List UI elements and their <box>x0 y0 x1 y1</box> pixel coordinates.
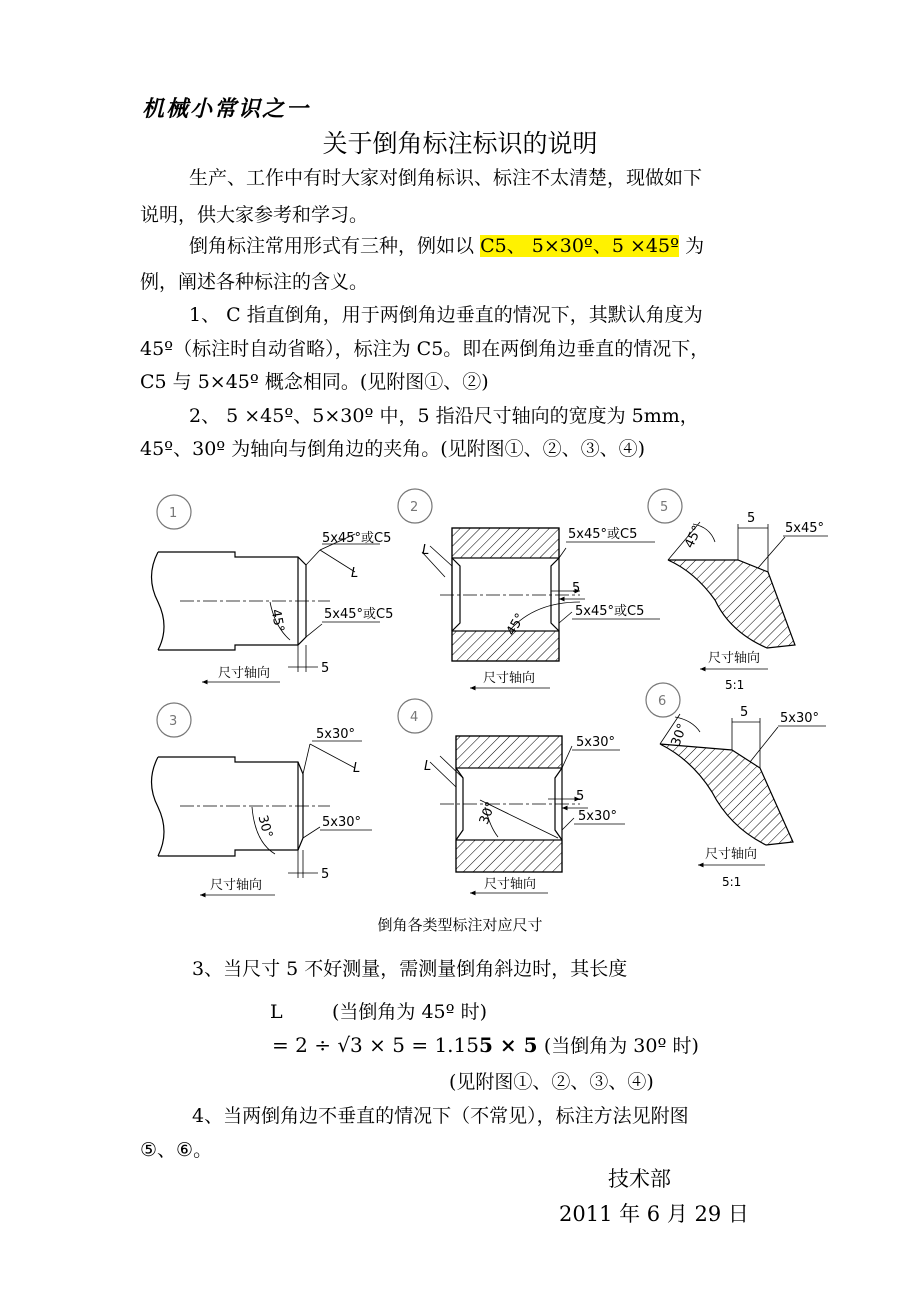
figure-3-dim-5: 5 <box>321 867 330 882</box>
signature-dept: 技术部 <box>608 1167 671 1191</box>
figure-3-number: 3 <box>169 714 178 729</box>
item3-formula <box>272 1028 699 1065</box>
forms-line-2: 例，阐述各种标注的含义。 <box>140 271 369 293</box>
item2-line-2: 45º、30º 为轴向与倒角边的夹角。(见附图①、②、③、④) <box>140 438 646 460</box>
forms-highlight: C5、 5×30º、5 ×45º <box>480 235 680 257</box>
figure-2-dim-5: 5 <box>572 581 581 596</box>
figure-3-angle: 30° <box>254 813 275 840</box>
figure-6-dim-5: 5 <box>740 705 749 720</box>
intro-line-1: 生产、工作中有时大家对倒角标识、标注不太清楚，现做如下 <box>189 167 703 189</box>
figure-1 <box>152 495 394 682</box>
figure-1-L: L <box>351 566 359 581</box>
figure-1-dim-5: 5 <box>321 661 330 676</box>
figure-4-angle: 30° <box>476 799 499 827</box>
figure-1-label-top: 5x45°或C5 <box>322 531 392 546</box>
figure-3-label-top: 5x30° <box>316 727 356 742</box>
intro-line-2: 说明，供大家参考和学习。 <box>140 204 369 226</box>
figure-6-axial: 尺寸轴向 <box>705 847 758 862</box>
figure-3-label-bottom: 5x30° <box>322 815 362 830</box>
figure-6-number: 6 <box>658 694 667 709</box>
item1-line-2: 45º（标注时自动省略），标注为 C5。即在两倒角边垂直的情况下， <box>140 338 710 360</box>
figure-1-number: 1 <box>169 506 178 521</box>
figure-1-axial: 尺寸轴向 <box>218 666 271 681</box>
figure-4-axial: 尺寸轴向 <box>484 877 537 892</box>
figure-2-number: 2 <box>410 500 419 515</box>
figure-4 <box>398 699 625 893</box>
figure-2-axial: 尺寸轴向 <box>483 671 536 686</box>
figure-5-scale: 5:1 <box>725 678 745 692</box>
item3-L: L <box>270 1001 283 1023</box>
figure-4-number: 4 <box>410 710 419 725</box>
figure-6 <box>646 683 826 889</box>
figure-4-dim-5: 5 <box>576 789 585 804</box>
figure-5-dim-5: 5 <box>747 511 756 526</box>
chamfer-figure <box>140 482 840 912</box>
item3-case-45: (当倒角为 45º 时) <box>332 1001 488 1023</box>
figure-1-label-bottom: 5x45°或C5 <box>324 607 394 622</box>
item1-line-1: 1、 C 指直倒角，用于两倒角边垂直的情况下，其默认角度为 <box>189 304 703 326</box>
figure-2-L: L <box>422 543 430 558</box>
figure-4-label-bottom: 5x30° <box>578 809 618 824</box>
series-title: 机械小常识之一 <box>142 96 311 122</box>
signature-date: 2011 年 6 月 29 日 <box>559 1202 749 1226</box>
item4-line-2: ⑤、⑥。 <box>140 1139 213 1161</box>
figure-6-scale: 5:1 <box>722 875 742 889</box>
item3-formula-main: = 2 ÷ √3 × 5 = 1.15 <box>272 1033 479 1057</box>
figure-4-label-top: 5x30° <box>576 735 616 750</box>
item3-formula-bold: 5 × 5 <box>478 1033 538 1057</box>
figure-4-L: L <box>424 759 432 774</box>
figure-5-number: 5 <box>660 500 669 515</box>
figure-5-angle: 45° <box>682 523 706 551</box>
figure-3-axial: 尺寸轴向 <box>210 878 263 893</box>
item3-line-1: 3、当尺寸 5 不好测量，需测量倒角斜边时，其长度 <box>192 958 628 980</box>
figure-6-angle: 30° <box>668 721 691 749</box>
item4-line-1: 4、当两倒角边不垂直的情况下（不常见），标注方法见附图 <box>192 1105 689 1127</box>
figure-3-L: L <box>353 761 361 776</box>
item2-line-1: 2、 5 ×45º、5×30º 中，5 指沿尺寸轴向的宽度为 5mm， <box>189 405 699 427</box>
figure-2-angle: 45° <box>503 610 529 639</box>
item3-case-30: (当倒角为 30º 时) <box>543 1035 699 1057</box>
figure-1-angle: 45° <box>267 608 287 634</box>
item3-ref: (见附图①、②、③、④) <box>449 1071 654 1093</box>
figure-5-label: 5x45° <box>785 521 825 536</box>
figure-5-axial: 尺寸轴向 <box>708 651 761 666</box>
document-title: 关于倒角标注标识的说明 <box>322 129 598 158</box>
figure-3 <box>152 703 373 895</box>
forms-line-1-post: 为 <box>685 235 705 257</box>
figure-5 <box>648 489 828 692</box>
figure-2-label-bottom: 5x45°或C5 <box>575 604 645 619</box>
forms-line-1 <box>189 228 704 265</box>
figure-6-label: 5x30° <box>780 711 820 726</box>
forms-line-1-pre: 倒角标注常用形式有三种，例如以 <box>189 235 475 257</box>
figure-caption: 倒角各类型标注对应尺寸 <box>377 916 543 934</box>
figure-2 <box>398 489 660 688</box>
item1-line-3: C5 与 5×45º 概念相同。(见附图①、②) <box>140 371 489 393</box>
figure-2-label-top: 5x45°或C5 <box>568 527 638 542</box>
